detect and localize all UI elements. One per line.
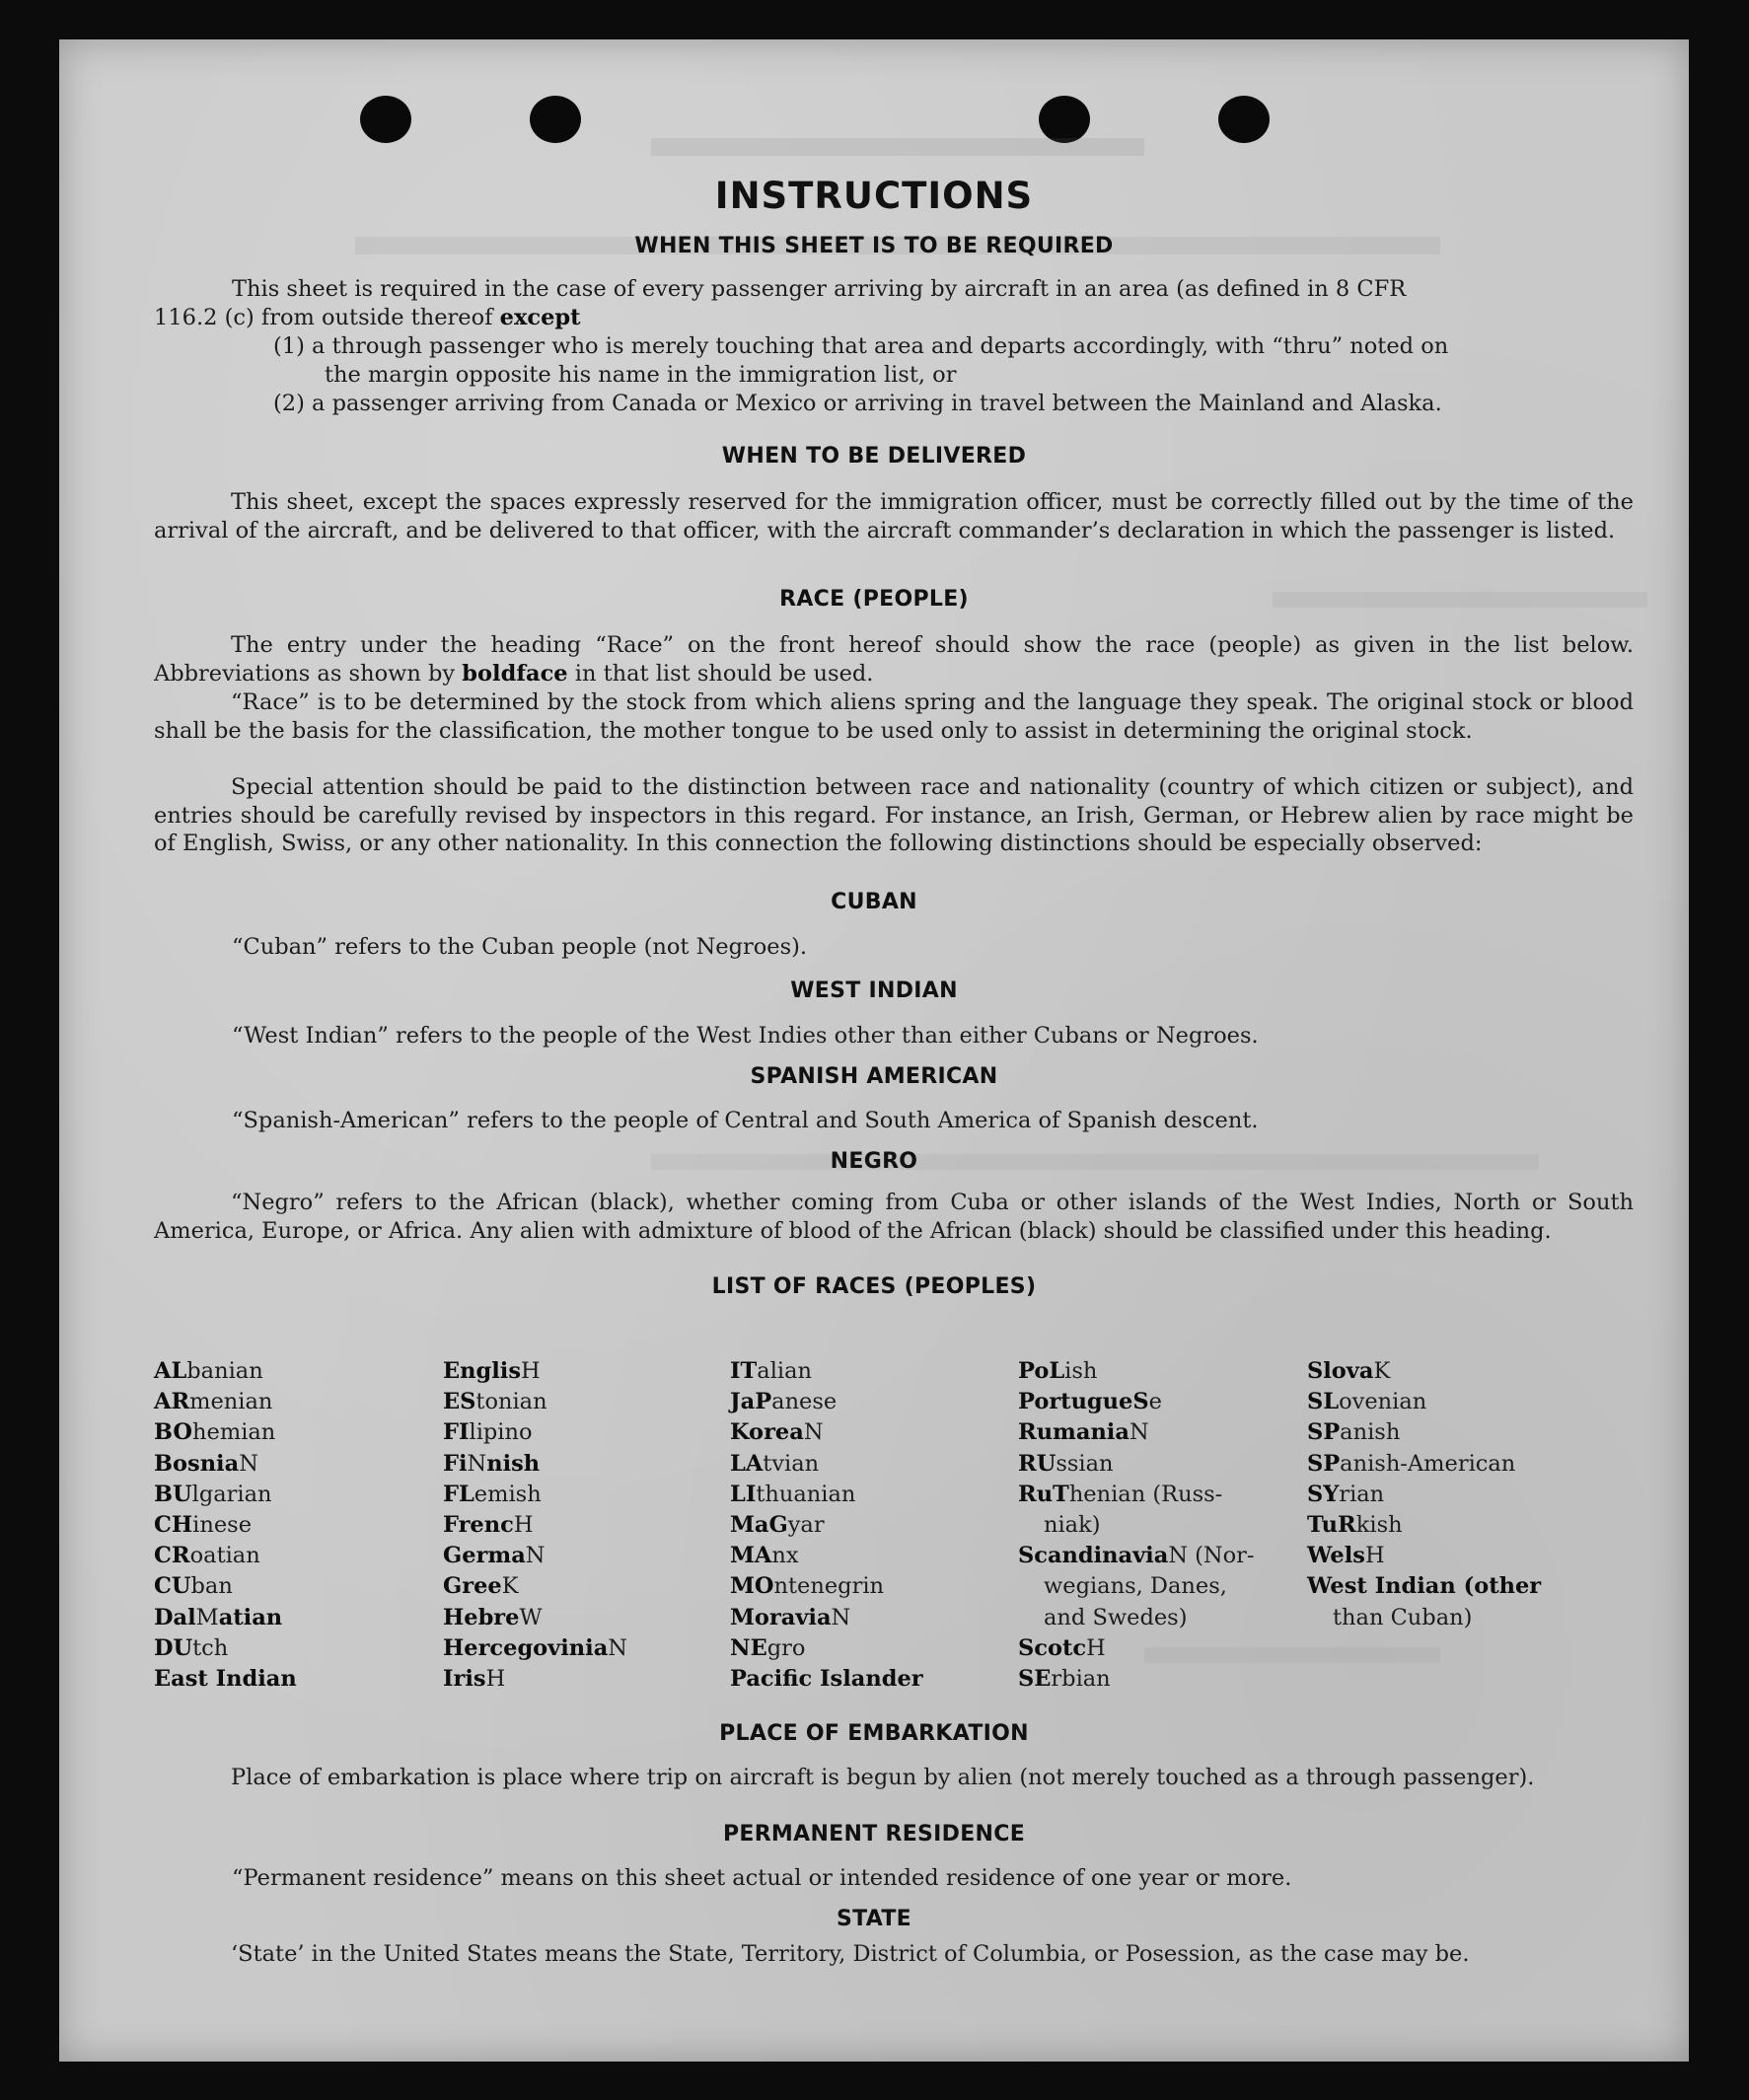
race-entry: SYrian bbox=[1307, 1481, 1385, 1507]
punch-hole bbox=[360, 96, 411, 143]
section-heading-embarkation: PLACE OF EMBARKATION bbox=[719, 1721, 1029, 1746]
race-entry: FIlipino bbox=[443, 1419, 533, 1446]
race-entry: SLovenian bbox=[1307, 1389, 1427, 1415]
race-entry: FiNnish bbox=[443, 1450, 541, 1477]
race-entry: HercegoviniaN bbox=[443, 1634, 627, 1661]
race-entry: NEgro bbox=[730, 1634, 806, 1661]
race-entry: East Indian bbox=[154, 1666, 297, 1693]
race-entry: West Indian (other bbox=[1307, 1573, 1542, 1600]
race-paragraph-3: Special attention should be paid to the distinction between race and nationality (country of which citizen or subject), and entries should be carefully revised by inspectors in this regard. For instance, an Irish, German, or Hebrew alien by race might be of English, Swiss, or any other nationality. In this connection the following distinctions should be especially observed: bbox=[154, 774, 1634, 856]
embarkation-paragraph: Place of embarkation is place where trip on aircraft is begun by alien (not merely touched as a through passenger). bbox=[231, 1765, 1535, 1790]
section-heading-west-indian: WEST INDIAN bbox=[790, 978, 958, 1003]
section-heading-cuban: CUBAN bbox=[831, 890, 917, 914]
races-column-3 bbox=[730, 1356, 923, 1695]
punch-hole bbox=[530, 96, 581, 143]
race-entry: RUssian bbox=[1018, 1450, 1114, 1477]
race-entry: DUtch bbox=[154, 1634, 229, 1661]
races-column-2 bbox=[443, 1356, 627, 1695]
section-heading-negro: NEGRO bbox=[830, 1149, 918, 1174]
negro-paragraph: “Negro” refers to the African (black), whether coming from Cuba or other islands of the West Indies, North or South America, Europe, or Africa. Any alien with admixture of blood of the African (black) should be classified under this heading. bbox=[154, 1190, 1634, 1244]
race-paragraph-2: “Race” is to be determined by the stock from which aliens spring and the language they speak. The original stock or blood shall be the basis for the classification, the mother tongue to be used only to assist in determining the original stock. bbox=[154, 689, 1634, 744]
race-entry: ITalian bbox=[730, 1358, 812, 1384]
spanish-american-text: “Spanish-American” refers to the people of Central and South America of Spanish descent. bbox=[232, 1108, 1259, 1133]
section-heading-when-required: WHEN THIS SHEET IS TO BE REQUIRED bbox=[634, 234, 1114, 258]
races-column-5 bbox=[1307, 1356, 1541, 1633]
race-entry: than Cuban) bbox=[1333, 1604, 1473, 1630]
race-entry: TuRkish bbox=[1307, 1512, 1403, 1539]
section-heading-race: RACE (PEOPLE) bbox=[779, 587, 969, 612]
delivered-paragraph: This sheet, except the spaces expressly reserved for the immigration officer, must be correctly filled out by the time of the arrival of the aircraft, and be delivered to that officer, with the aircraft commander’s declaration in which the passenger is listed. bbox=[154, 489, 1634, 543]
race-entry: GermaN bbox=[443, 1543, 546, 1569]
document-page bbox=[59, 39, 1689, 2062]
races-column-1 bbox=[154, 1356, 297, 1695]
state-paragraph: ‘State’ in the United States means the State, Territory, District of Columbia, or Posession, as the case may be. bbox=[231, 1941, 1470, 1967]
races-column-4 bbox=[1018, 1356, 1255, 1695]
race-entry: RuThenian (Russ- bbox=[1018, 1481, 1223, 1507]
race-entry: SPanish-American bbox=[1307, 1450, 1516, 1477]
race-entry: wegians, Danes, bbox=[1044, 1573, 1227, 1600]
section-heading-when-delivered: WHEN TO BE DELIVERED bbox=[721, 444, 1027, 469]
race-entry: SPanish bbox=[1307, 1419, 1401, 1446]
cuban-text: “Cuban” refers to the Cuban people (not Negroes). bbox=[232, 934, 808, 960]
race-entry: BUlgarian bbox=[154, 1481, 272, 1507]
race-entry: EnglisH bbox=[443, 1358, 541, 1384]
required-item-1: (1) a through passenger who is merely touching that area and departs accordingly, with “thru” noted on bbox=[273, 333, 1449, 359]
page-title: INSTRUCTIONS bbox=[714, 175, 1034, 217]
race-entry: FrencH bbox=[443, 1512, 534, 1539]
race-entry: CRoatian bbox=[154, 1543, 260, 1569]
punch-hole bbox=[1039, 96, 1090, 143]
race-entry: BosniaN bbox=[154, 1450, 258, 1477]
race-entry: CHinese bbox=[154, 1512, 253, 1539]
race-entry: ScandinaviaN (Nor- bbox=[1018, 1543, 1255, 1569]
race-entry: ARmenian bbox=[154, 1389, 273, 1415]
race-entry: PoLish bbox=[1018, 1358, 1098, 1384]
race-entry: JaPanese bbox=[730, 1389, 838, 1415]
races-list-heading: LIST OF RACES (PEOPLES) bbox=[711, 1274, 1037, 1299]
race-paragraph-1: The entry under the heading “Race” on the front hereof should show the race (people) as given in the list below. Abbreviations as shown by boldface in that list should be used. bbox=[154, 632, 1634, 687]
required-line-2: 116.2 (c) from outside thereof except bbox=[154, 305, 581, 330]
race-entry: Pacific Islander bbox=[730, 1666, 923, 1693]
race-entry: MAnx bbox=[730, 1543, 799, 1569]
race-entry: ALbanian bbox=[154, 1358, 263, 1384]
race-entry: IrisH bbox=[443, 1666, 506, 1693]
race-entry: MoraviaN bbox=[730, 1604, 851, 1630]
race-entry: LIthuanian bbox=[730, 1481, 856, 1507]
race-entry: ScotcH bbox=[1018, 1634, 1106, 1661]
race-entry: DalMatian bbox=[154, 1604, 283, 1630]
race-entry: and Swedes) bbox=[1044, 1604, 1188, 1630]
race-entry: FLemish bbox=[443, 1481, 542, 1507]
section-heading-state: STATE bbox=[837, 1907, 911, 1931]
required-item-2: (2) a passenger arriving from Canada or Mexico or arriving in travel between the Mainland and Alaska. bbox=[273, 391, 1442, 416]
show-through-texture bbox=[651, 138, 1144, 156]
section-heading-residence: PERMANENT RESIDENCE bbox=[722, 1822, 1026, 1847]
race-entry: SErbian bbox=[1018, 1666, 1111, 1693]
race-entry: niak) bbox=[1044, 1512, 1101, 1539]
race-entry: LAtvian bbox=[730, 1450, 820, 1477]
race-entry: GreeK bbox=[443, 1573, 519, 1600]
race-entry: RumaniaN bbox=[1018, 1419, 1149, 1446]
west-indian-text: “West Indian” refers to the people of the West Indies other than either Cubans or Negroes. bbox=[232, 1023, 1259, 1049]
section-heading-spanish-american: SPANISH AMERICAN bbox=[750, 1064, 998, 1089]
residence-text: “Permanent residence” means on this sheet actual or intended residence of one year or more. bbox=[232, 1865, 1292, 1891]
race-entry: BOhemian bbox=[154, 1419, 276, 1446]
race-entry: PortugueSe bbox=[1018, 1389, 1162, 1415]
race-entry: EStonian bbox=[443, 1389, 547, 1415]
race-entry: CUban bbox=[154, 1573, 233, 1600]
race-entry: SlovaK bbox=[1307, 1358, 1391, 1384]
required-item-1-continued: the margin opposite his name in the immigration list, or bbox=[325, 362, 957, 388]
race-entry: MOntenegrin bbox=[730, 1573, 885, 1600]
race-entry: HebreW bbox=[443, 1604, 543, 1630]
race-entry: WelsH bbox=[1307, 1543, 1385, 1569]
race-entry: KoreaN bbox=[730, 1419, 824, 1446]
punch-hole bbox=[1218, 96, 1270, 143]
required-line-1: This sheet is required in the case of every passenger arriving by aircraft in an area (as defined in 8 CFR bbox=[232, 276, 1407, 302]
race-entry: MaGyar bbox=[730, 1512, 825, 1539]
